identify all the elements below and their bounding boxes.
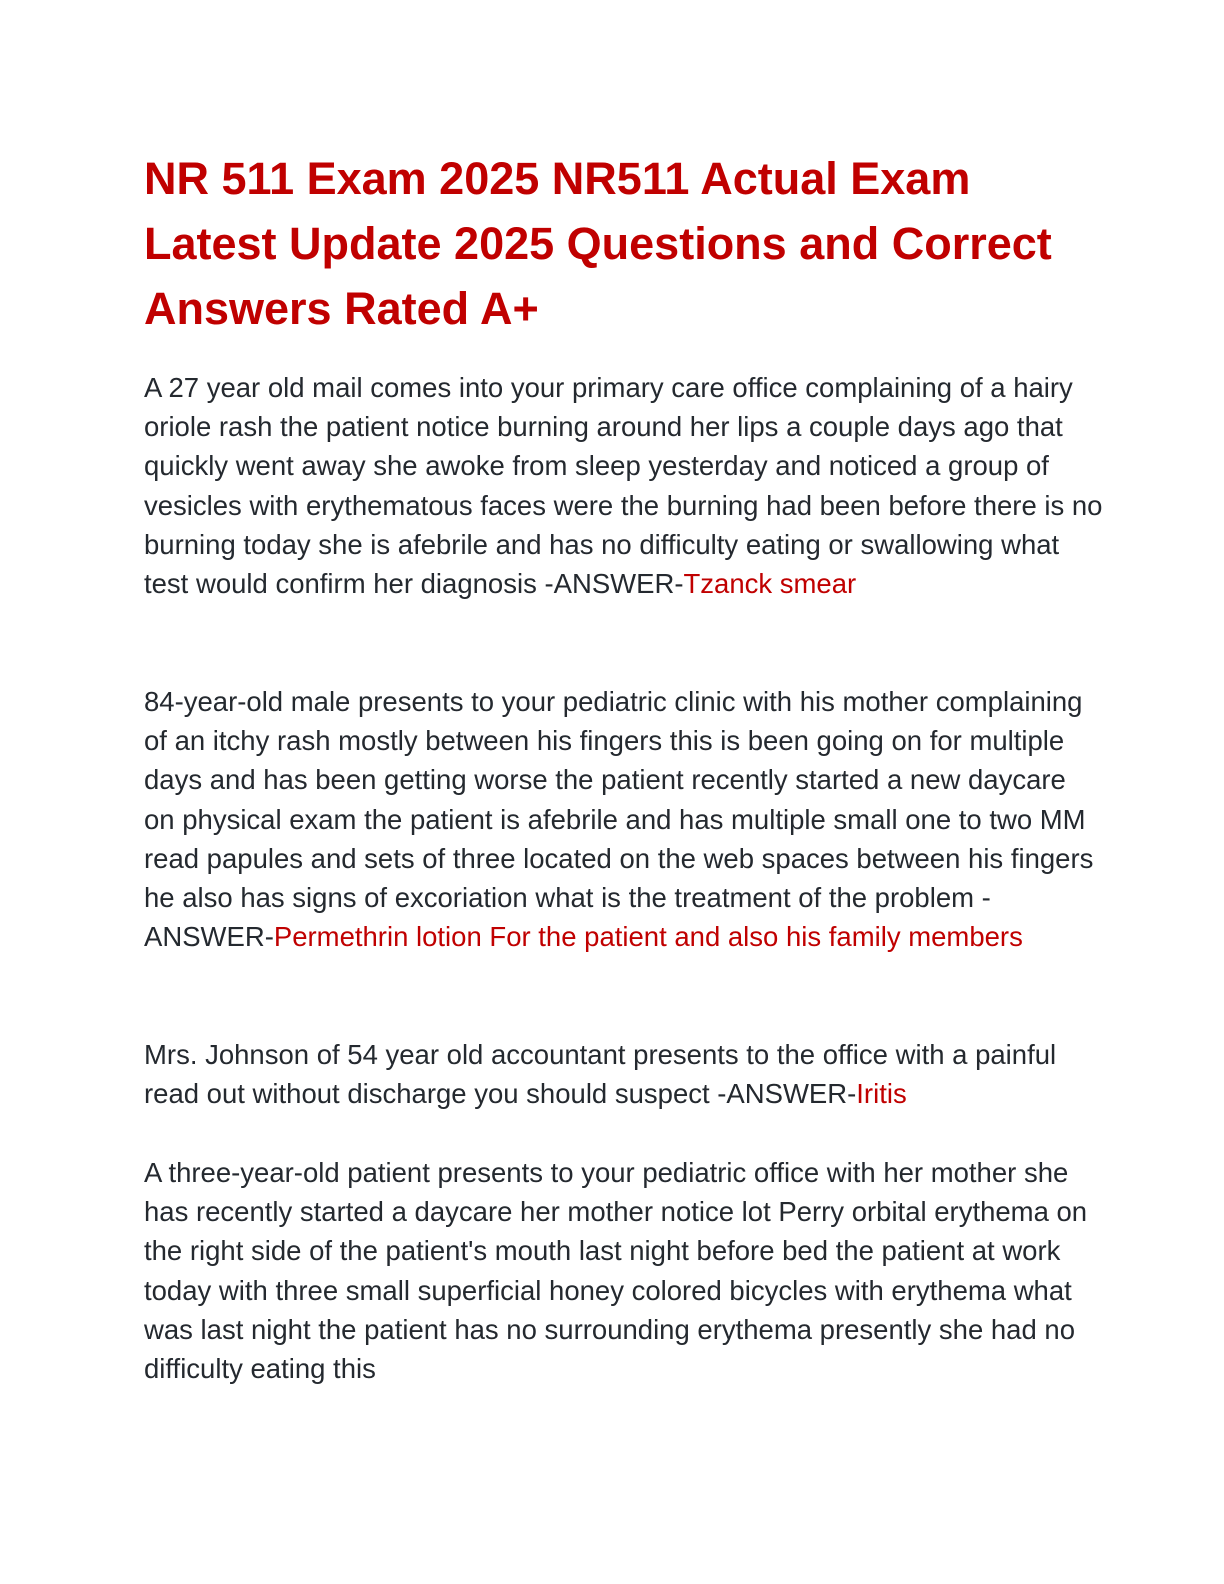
answer-text: Iritis bbox=[856, 1078, 907, 1110]
question-text: A three-year-old patient presents to your pediatric office with her mother she has recently started a daycare her mother notice lot Perry orbital erythema on the right side of the patient's mouth last night before bed the patient at work today with three small superficial honey colored bicycles with erythema what was last night the patient has no surrounding erythema presently she had no difficulty eating this bbox=[144, 1157, 1088, 1385]
document-title: NR 511 Exam 2025 NR511 Actual Exam Latest Update 2025 Questions and Correct Answers Rated A+ bbox=[144, 153, 1052, 334]
question-text: A 27 year old mail comes into your primary care office complaining of a hairy oriole rash the patient notice burning around her lips a couple days ago that quickly went away she awoke from sleep yesterday and noticed a group of vesicles with erythematous faces were the burning had been before there is no burning today she is afebrile and has no difficulty eating or swallowing what test would confirm her diagnosis -ANSWER- bbox=[144, 372, 1103, 600]
question-text: Mrs. Johnson of 54 year old accountant presents to the office with a painful read out without discharge you should suspect -ANSWER- bbox=[144, 1039, 1057, 1110]
qa-item bbox=[144, 682, 1104, 956]
qa-item bbox=[144, 1153, 1104, 1388]
answer-text: Tzanck smear bbox=[683, 568, 857, 600]
qa-item bbox=[144, 1035, 1104, 1113]
qa-item bbox=[144, 368, 1104, 603]
question-text: 84-year-old male presents to your pediatric clinic with his mother complaining of an itchy rash mostly between his fingers this is been going on for multiple days and has been getting worse the patient recently started a new daycare on physical exam the patient is afebrile and has multiple small one to two MM read papules and sets of three located on the web spaces between his fingers he also has signs of excoriation what is the treatment of the problem -ANSWER- bbox=[144, 686, 1094, 953]
answer-text: Permethrin lotion For the patient and also his family members bbox=[273, 921, 1023, 953]
